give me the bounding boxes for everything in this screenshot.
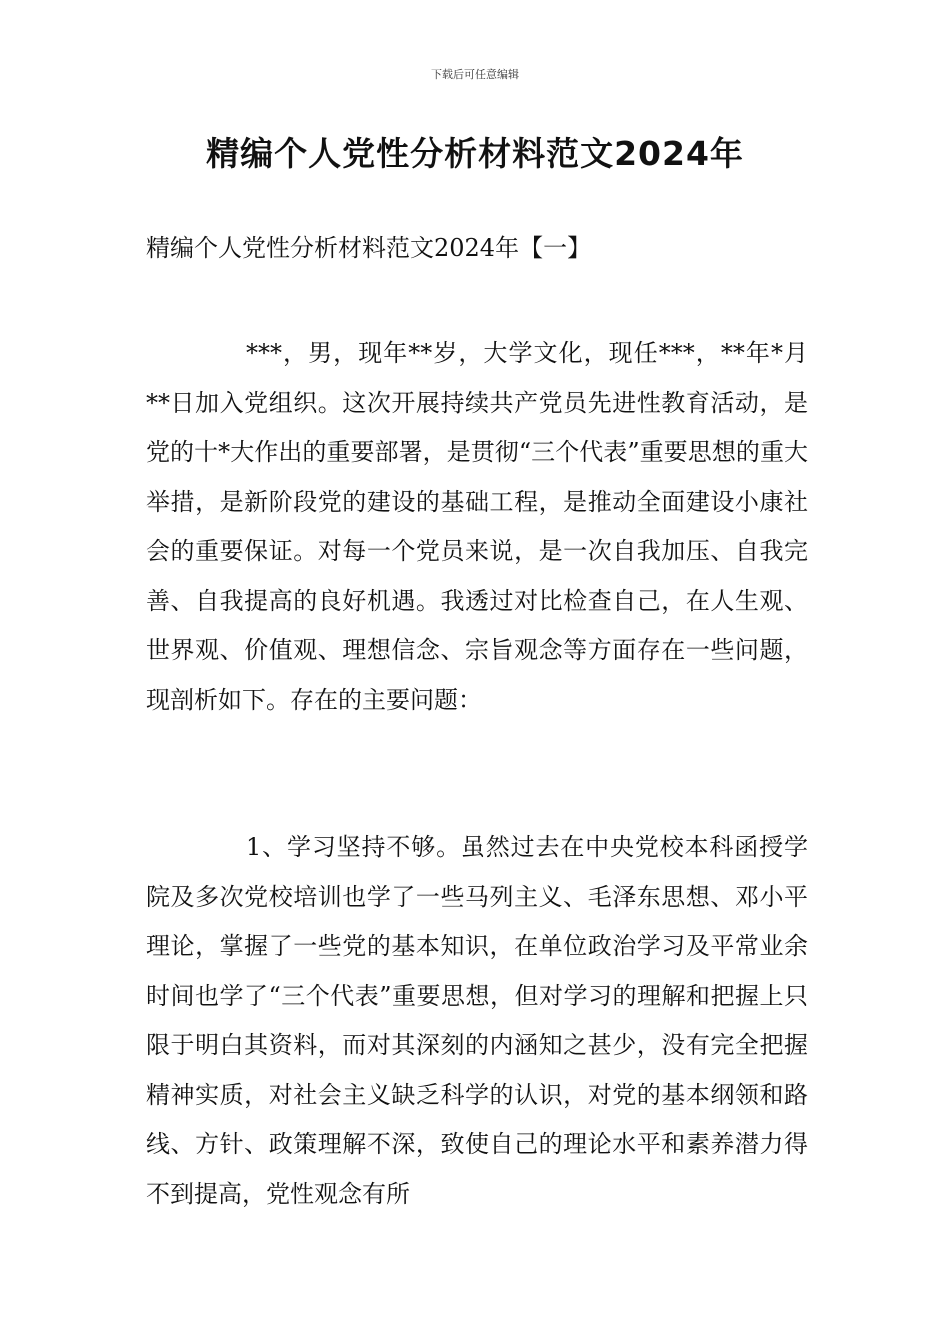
- paragraph-point-1: 1、学习坚持不够。虽然过去在中央党校本科函授学院及多次党校培训也学了一些马列主义、毛泽东思想、邓小平理论，掌握了一些党的基本知识，在单位政治学习及平常业余时间也学了“三个代表”重要思想，但对学习的理解和把握上只限于明白其资料，而对其深刻的内涵知之甚少，没有完全把握精神实质，对社会主义缺乏科学的认识，对党的基本纲领和路线、方针、政策理解不深，致使自己的理论水平和素养潜力得不到提高，党性观念有所: [146, 833, 808, 1208]
- document-title: 精编个人党性分析材料范文2024年: [206, 134, 744, 173]
- paragraph-intro: ***，男，现年**岁，大学文化，现任***，**年*月**日加入党组织。这次开展持续共产党员先进性教育活动，是党的十*大作出的重要部署，是贯彻“三个代表”重要思想的重大举措，是新阶段党的建设的基础工程，是推动全面建设小康社会的重要保证。对每一个党员来说，是一次自我加压、自我完善、自我提高的良好机遇。我透过对比检查自己，在人生观、世界观、价值观、理想信念、宗旨观念等方面存在一些问题，现剖析如下。存在的主要问题：: [146, 339, 808, 714]
- section-heading: 精编个人党性分析材料范文2024年【一】: [146, 234, 592, 262]
- header-note: 下载后可任意编辑: [431, 68, 519, 81]
